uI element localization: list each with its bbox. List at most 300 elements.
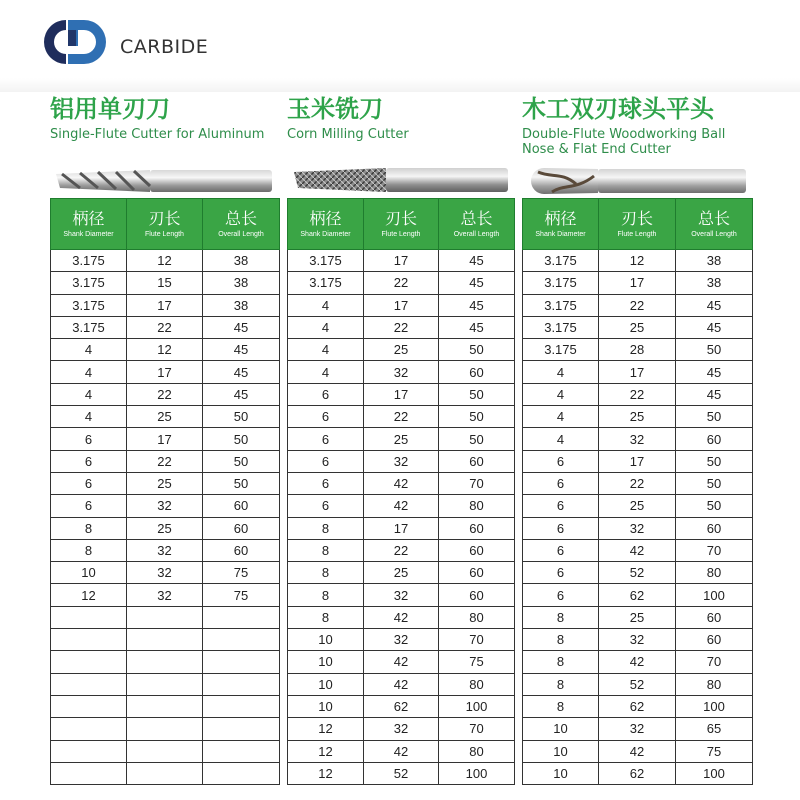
section-title-cn: 木工双刃球头平头 bbox=[522, 95, 714, 123]
table-row bbox=[51, 629, 280, 651]
table-row bbox=[288, 673, 515, 695]
table-cell: 52 bbox=[364, 762, 439, 784]
table-row bbox=[51, 673, 280, 695]
table-row bbox=[523, 495, 753, 517]
table-row bbox=[523, 272, 753, 294]
table-cell: 25 bbox=[599, 406, 676, 428]
table-row bbox=[288, 450, 515, 472]
table-row bbox=[288, 383, 515, 405]
table-row bbox=[288, 361, 515, 383]
table-cell: 45 bbox=[203, 316, 280, 338]
table-cell: 32 bbox=[127, 584, 203, 606]
table-cell bbox=[127, 629, 203, 651]
table-cell: 4 bbox=[51, 339, 127, 361]
table-cell: 17 bbox=[127, 428, 203, 450]
table-cell: 70 bbox=[676, 539, 753, 561]
table-row bbox=[523, 629, 753, 651]
table-cell: 45 bbox=[203, 383, 280, 405]
table-cell: 4 bbox=[51, 361, 127, 383]
table-row bbox=[288, 339, 515, 361]
table-row bbox=[523, 651, 753, 673]
table-cell: 60 bbox=[439, 361, 515, 383]
table-cell bbox=[127, 673, 203, 695]
section-title-en: Double-Flute Woodworking Ball Nose & Flat End Cutter bbox=[522, 127, 726, 157]
table-cell: 17 bbox=[599, 272, 676, 294]
table-row bbox=[288, 539, 515, 561]
table-row bbox=[288, 740, 515, 762]
column-header-cn: 总长 bbox=[224, 210, 257, 228]
column-header bbox=[203, 199, 280, 250]
table-cell: 32 bbox=[364, 361, 439, 383]
table-cell: 60 bbox=[203, 517, 280, 539]
column-header-en: Shank Diameter bbox=[300, 230, 351, 238]
column-header-cn: 柄径 bbox=[309, 210, 342, 228]
table-cell: 50 bbox=[439, 406, 515, 428]
table-cell: 6 bbox=[523, 562, 599, 584]
table-cell: 8 bbox=[288, 562, 364, 584]
table-cell: 6 bbox=[51, 450, 127, 472]
table-row bbox=[288, 428, 515, 450]
column-header bbox=[676, 199, 753, 250]
table-row bbox=[288, 406, 515, 428]
table-row bbox=[51, 294, 280, 316]
table-cell: 100 bbox=[439, 762, 515, 784]
table-cell: 45 bbox=[439, 316, 515, 338]
table-cell: 22 bbox=[364, 539, 439, 561]
table-cell: 3.175 bbox=[288, 272, 364, 294]
table-cell: 50 bbox=[439, 383, 515, 405]
table-cell: 100 bbox=[676, 695, 753, 717]
table-cell: 45 bbox=[676, 361, 753, 383]
table-cell: 75 bbox=[676, 740, 753, 762]
section-title-en: Corn Milling Cutter bbox=[287, 127, 409, 142]
table-cell: 80 bbox=[676, 562, 753, 584]
table-cell: 4 bbox=[288, 361, 364, 383]
table-row bbox=[523, 584, 753, 606]
table-cell bbox=[203, 762, 280, 784]
table-cell: 10 bbox=[523, 762, 599, 784]
table-cell: 8 bbox=[51, 539, 127, 561]
table-cell: 3.175 bbox=[523, 339, 599, 361]
table-row bbox=[288, 695, 515, 717]
table-cell: 65 bbox=[676, 718, 753, 740]
table-cell: 60 bbox=[439, 584, 515, 606]
table-row bbox=[288, 472, 515, 494]
table-cell: 38 bbox=[676, 272, 753, 294]
table-cell: 45 bbox=[439, 272, 515, 294]
table-cell: 60 bbox=[203, 495, 280, 517]
table-cell: 50 bbox=[676, 472, 753, 494]
table-cell: 52 bbox=[599, 673, 676, 695]
table-cell bbox=[51, 740, 127, 762]
table-cell: 4 bbox=[288, 294, 364, 316]
table-row bbox=[523, 517, 753, 539]
table-row bbox=[288, 517, 515, 539]
header-divider bbox=[0, 78, 800, 92]
table-cell: 3.175 bbox=[288, 250, 364, 272]
table-cell: 4 bbox=[523, 428, 599, 450]
table-cell: 45 bbox=[439, 294, 515, 316]
table-cell bbox=[203, 740, 280, 762]
table-cell: 6 bbox=[523, 539, 599, 561]
column-header-en: Overall Length bbox=[691, 230, 737, 238]
table-row bbox=[51, 406, 280, 428]
table-cell: 17 bbox=[127, 294, 203, 316]
table-row bbox=[288, 762, 515, 784]
table-cell: 4 bbox=[51, 383, 127, 405]
table-row bbox=[51, 339, 280, 361]
table-row bbox=[51, 316, 280, 338]
table-cell: 25 bbox=[364, 339, 439, 361]
table-row bbox=[523, 294, 753, 316]
table-cell bbox=[51, 629, 127, 651]
table-row bbox=[288, 294, 515, 316]
table-cell: 32 bbox=[599, 629, 676, 651]
table-row bbox=[51, 584, 280, 606]
column-header-cn: 总长 bbox=[697, 210, 730, 228]
table-row bbox=[51, 606, 280, 628]
table-cell bbox=[203, 606, 280, 628]
table-row bbox=[523, 383, 753, 405]
table-cell: 6 bbox=[523, 472, 599, 494]
table-cell: 62 bbox=[599, 584, 676, 606]
column-header-en: Shank Diameter bbox=[535, 230, 586, 238]
table-cell: 8 bbox=[523, 629, 599, 651]
table-cell: 6 bbox=[523, 495, 599, 517]
table-cell: 42 bbox=[364, 472, 439, 494]
table-cell: 6 bbox=[288, 383, 364, 405]
table-cell: 45 bbox=[203, 361, 280, 383]
table-row bbox=[288, 584, 515, 606]
table-row bbox=[523, 562, 753, 584]
table-cell: 6 bbox=[523, 450, 599, 472]
table-row bbox=[51, 695, 280, 717]
table-row bbox=[51, 762, 280, 784]
column-header-en: Flute Length bbox=[381, 230, 421, 238]
column-header bbox=[523, 199, 599, 250]
table-cell: 32 bbox=[364, 584, 439, 606]
column-header-cn: 刃长 bbox=[148, 210, 181, 228]
table-cell: 12 bbox=[127, 250, 203, 272]
table-cell: 25 bbox=[127, 406, 203, 428]
table-cell: 8 bbox=[51, 517, 127, 539]
table-cell: 100 bbox=[439, 695, 515, 717]
table-cell: 50 bbox=[439, 428, 515, 450]
table-cell: 80 bbox=[439, 606, 515, 628]
table-cell: 38 bbox=[676, 250, 753, 272]
table-cell: 70 bbox=[676, 651, 753, 673]
column-header bbox=[51, 199, 127, 250]
table-cell: 4 bbox=[288, 339, 364, 361]
table-cell: 50 bbox=[203, 472, 280, 494]
table-cell: 17 bbox=[364, 383, 439, 405]
table-cell: 52 bbox=[599, 562, 676, 584]
table-cell: 22 bbox=[364, 272, 439, 294]
table-cell: 22 bbox=[127, 316, 203, 338]
table-row bbox=[51, 651, 280, 673]
table-cell bbox=[203, 718, 280, 740]
table-cell: 75 bbox=[203, 562, 280, 584]
table-cell: 42 bbox=[364, 495, 439, 517]
table-cell: 3.175 bbox=[51, 316, 127, 338]
table-row bbox=[523, 762, 753, 784]
table-cell: 50 bbox=[203, 406, 280, 428]
table-cell: 70 bbox=[439, 629, 515, 651]
table-cell: 25 bbox=[127, 517, 203, 539]
table-cell: 32 bbox=[127, 562, 203, 584]
cd-logo-icon bbox=[32, 16, 112, 68]
table-row bbox=[523, 250, 753, 272]
section-corn bbox=[287, 94, 409, 142]
table-cell bbox=[203, 651, 280, 673]
column-header bbox=[127, 199, 203, 250]
table-cell: 6 bbox=[288, 495, 364, 517]
table-cell: 38 bbox=[203, 250, 280, 272]
table-cell: 42 bbox=[364, 740, 439, 762]
table-row bbox=[523, 472, 753, 494]
table-cell: 17 bbox=[599, 361, 676, 383]
table-cell: 80 bbox=[439, 673, 515, 695]
table-cell: 32 bbox=[599, 517, 676, 539]
table-row bbox=[51, 383, 280, 405]
brand-name: CARBIDE bbox=[120, 36, 209, 58]
table-cell: 6 bbox=[523, 517, 599, 539]
column-header-en: Flute Length bbox=[617, 230, 657, 238]
table-cell: 50 bbox=[676, 339, 753, 361]
table-cell: 17 bbox=[364, 250, 439, 272]
table-row bbox=[288, 606, 515, 628]
table-cell: 70 bbox=[439, 472, 515, 494]
table-row bbox=[288, 629, 515, 651]
table-cell: 6 bbox=[288, 450, 364, 472]
column-header-en: Flute Length bbox=[145, 230, 184, 238]
table-cell: 25 bbox=[127, 472, 203, 494]
table-cell: 17 bbox=[127, 361, 203, 383]
table-row bbox=[523, 316, 753, 338]
table-cell: 3.175 bbox=[51, 272, 127, 294]
table-cell: 32 bbox=[127, 495, 203, 517]
table-row bbox=[523, 361, 753, 383]
column-header-cn: 柄径 bbox=[72, 210, 105, 228]
table-cell bbox=[127, 718, 203, 740]
column-header-cn: 刃长 bbox=[384, 210, 417, 228]
table-cell: 12 bbox=[288, 740, 364, 762]
table-cell: 8 bbox=[288, 606, 364, 628]
table-cell: 60 bbox=[676, 606, 753, 628]
table-cell: 50 bbox=[676, 406, 753, 428]
table-cell: 28 bbox=[599, 339, 676, 361]
table-row bbox=[523, 695, 753, 717]
table-cell: 25 bbox=[364, 562, 439, 584]
table-cell bbox=[51, 695, 127, 717]
table-cell: 12 bbox=[51, 584, 127, 606]
table-cell: 50 bbox=[203, 450, 280, 472]
table-row bbox=[288, 562, 515, 584]
column-header-en: Overall Length bbox=[453, 230, 500, 238]
table-cell: 10 bbox=[523, 740, 599, 762]
table-cell: 6 bbox=[523, 584, 599, 606]
table-cell: 12 bbox=[127, 339, 203, 361]
table-cell: 45 bbox=[676, 294, 753, 316]
table-cell: 8 bbox=[523, 673, 599, 695]
table-cell: 45 bbox=[676, 316, 753, 338]
corn-milling-cutter-image bbox=[290, 160, 514, 194]
table-cell: 70 bbox=[439, 718, 515, 740]
table-row bbox=[51, 562, 280, 584]
table-cell bbox=[127, 695, 203, 717]
table-cell: 22 bbox=[364, 406, 439, 428]
table-cell bbox=[203, 629, 280, 651]
table-cell: 25 bbox=[599, 606, 676, 628]
table-cell: 25 bbox=[599, 495, 676, 517]
table-cell: 60 bbox=[203, 539, 280, 561]
table-cell: 80 bbox=[439, 740, 515, 762]
spec-table-corn bbox=[287, 198, 515, 785]
table-cell: 75 bbox=[203, 584, 280, 606]
table-cell: 22 bbox=[127, 383, 203, 405]
table-cell: 8 bbox=[523, 695, 599, 717]
table-cell: 4 bbox=[523, 406, 599, 428]
table-row bbox=[51, 450, 280, 472]
table-cell: 25 bbox=[364, 428, 439, 450]
table-cell: 6 bbox=[288, 428, 364, 450]
table-cell: 3.175 bbox=[51, 294, 127, 316]
table-cell: 38 bbox=[203, 294, 280, 316]
table-cell: 8 bbox=[288, 517, 364, 539]
table-cell: 45 bbox=[203, 339, 280, 361]
table-cell bbox=[51, 651, 127, 673]
spec-table-woodworking bbox=[522, 198, 753, 785]
table-cell: 17 bbox=[599, 450, 676, 472]
column-header bbox=[364, 199, 439, 250]
table-row bbox=[51, 718, 280, 740]
single-flute-cutter-image bbox=[50, 164, 274, 198]
table-cell: 3.175 bbox=[523, 294, 599, 316]
table-cell: 4 bbox=[51, 406, 127, 428]
spec-table-aluminum bbox=[50, 198, 280, 785]
table-row bbox=[51, 740, 280, 762]
table-cell: 50 bbox=[676, 495, 753, 517]
table-row bbox=[523, 718, 753, 740]
table-cell: 42 bbox=[364, 651, 439, 673]
table-cell bbox=[51, 718, 127, 740]
table-cell: 60 bbox=[439, 517, 515, 539]
table-cell: 6 bbox=[51, 428, 127, 450]
table-cell: 3.175 bbox=[523, 316, 599, 338]
table-cell: 8 bbox=[288, 584, 364, 606]
table-cell: 22 bbox=[599, 472, 676, 494]
table-cell: 8 bbox=[523, 651, 599, 673]
table-cell bbox=[127, 740, 203, 762]
table-cell bbox=[127, 762, 203, 784]
table-cell: 45 bbox=[439, 250, 515, 272]
ball-nose-cutter-image bbox=[528, 164, 750, 198]
table-cell: 32 bbox=[599, 718, 676, 740]
table-cell: 75 bbox=[439, 651, 515, 673]
table-cell: 10 bbox=[288, 651, 364, 673]
table-cell: 22 bbox=[599, 294, 676, 316]
table-cell: 12 bbox=[599, 250, 676, 272]
table-row bbox=[51, 495, 280, 517]
column-header-cn: 总长 bbox=[460, 210, 493, 228]
table-cell: 22 bbox=[364, 316, 439, 338]
table-cell: 32 bbox=[599, 428, 676, 450]
table-cell: 32 bbox=[364, 629, 439, 651]
table-row bbox=[288, 651, 515, 673]
table-row bbox=[523, 539, 753, 561]
table-cell: 10 bbox=[523, 718, 599, 740]
table-row bbox=[288, 495, 515, 517]
table-cell: 22 bbox=[127, 450, 203, 472]
table-row bbox=[523, 606, 753, 628]
section-title-cn: 铝用单刃刀 bbox=[50, 95, 170, 123]
table-row bbox=[51, 472, 280, 494]
table-cell: 50 bbox=[439, 339, 515, 361]
table-cell: 80 bbox=[676, 673, 753, 695]
table-row bbox=[288, 250, 515, 272]
table-cell: 17 bbox=[364, 294, 439, 316]
table-row bbox=[51, 517, 280, 539]
table-cell: 10 bbox=[288, 673, 364, 695]
table-cell: 10 bbox=[288, 695, 364, 717]
table-cell: 22 bbox=[599, 383, 676, 405]
table-cell: 10 bbox=[288, 629, 364, 651]
table-cell: 100 bbox=[676, 762, 753, 784]
table-cell: 50 bbox=[203, 428, 280, 450]
table-cell: 6 bbox=[51, 495, 127, 517]
section-title-cn: 玉米铣刀 bbox=[287, 95, 383, 123]
table-cell: 50 bbox=[676, 450, 753, 472]
table-row bbox=[523, 428, 753, 450]
section-woodworking bbox=[522, 94, 752, 157]
table-cell bbox=[203, 695, 280, 717]
table-cell: 10 bbox=[51, 562, 127, 584]
table-cell: 12 bbox=[288, 762, 364, 784]
table-cell: 42 bbox=[599, 539, 676, 561]
column-header-en: Shank Diameter bbox=[63, 230, 114, 238]
table-row bbox=[51, 361, 280, 383]
table-cell: 32 bbox=[364, 450, 439, 472]
table-row bbox=[523, 673, 753, 695]
table-cell: 38 bbox=[203, 272, 280, 294]
page-header bbox=[0, 0, 800, 78]
table-cell: 42 bbox=[364, 673, 439, 695]
table-cell: 12 bbox=[288, 718, 364, 740]
table-cell: 8 bbox=[288, 539, 364, 561]
table-cell: 3.175 bbox=[51, 250, 127, 272]
table-cell: 62 bbox=[364, 695, 439, 717]
table-cell: 42 bbox=[599, 651, 676, 673]
table-row bbox=[51, 428, 280, 450]
column-header-cn: 柄径 bbox=[544, 210, 577, 228]
table-cell: 60 bbox=[676, 517, 753, 539]
table-cell: 6 bbox=[288, 406, 364, 428]
column-header bbox=[288, 199, 364, 250]
table-cell: 62 bbox=[599, 695, 676, 717]
column-header bbox=[599, 199, 676, 250]
table-cell bbox=[127, 606, 203, 628]
table-cell: 6 bbox=[288, 472, 364, 494]
table-row bbox=[523, 406, 753, 428]
table-cell: 60 bbox=[676, 428, 753, 450]
column-header-en: Overall Length bbox=[218, 230, 264, 238]
table-cell: 60 bbox=[439, 539, 515, 561]
table-cell: 15 bbox=[127, 272, 203, 294]
table-cell: 8 bbox=[523, 606, 599, 628]
table-row bbox=[51, 250, 280, 272]
table-cell: 3.175 bbox=[523, 272, 599, 294]
table-cell: 42 bbox=[599, 740, 676, 762]
